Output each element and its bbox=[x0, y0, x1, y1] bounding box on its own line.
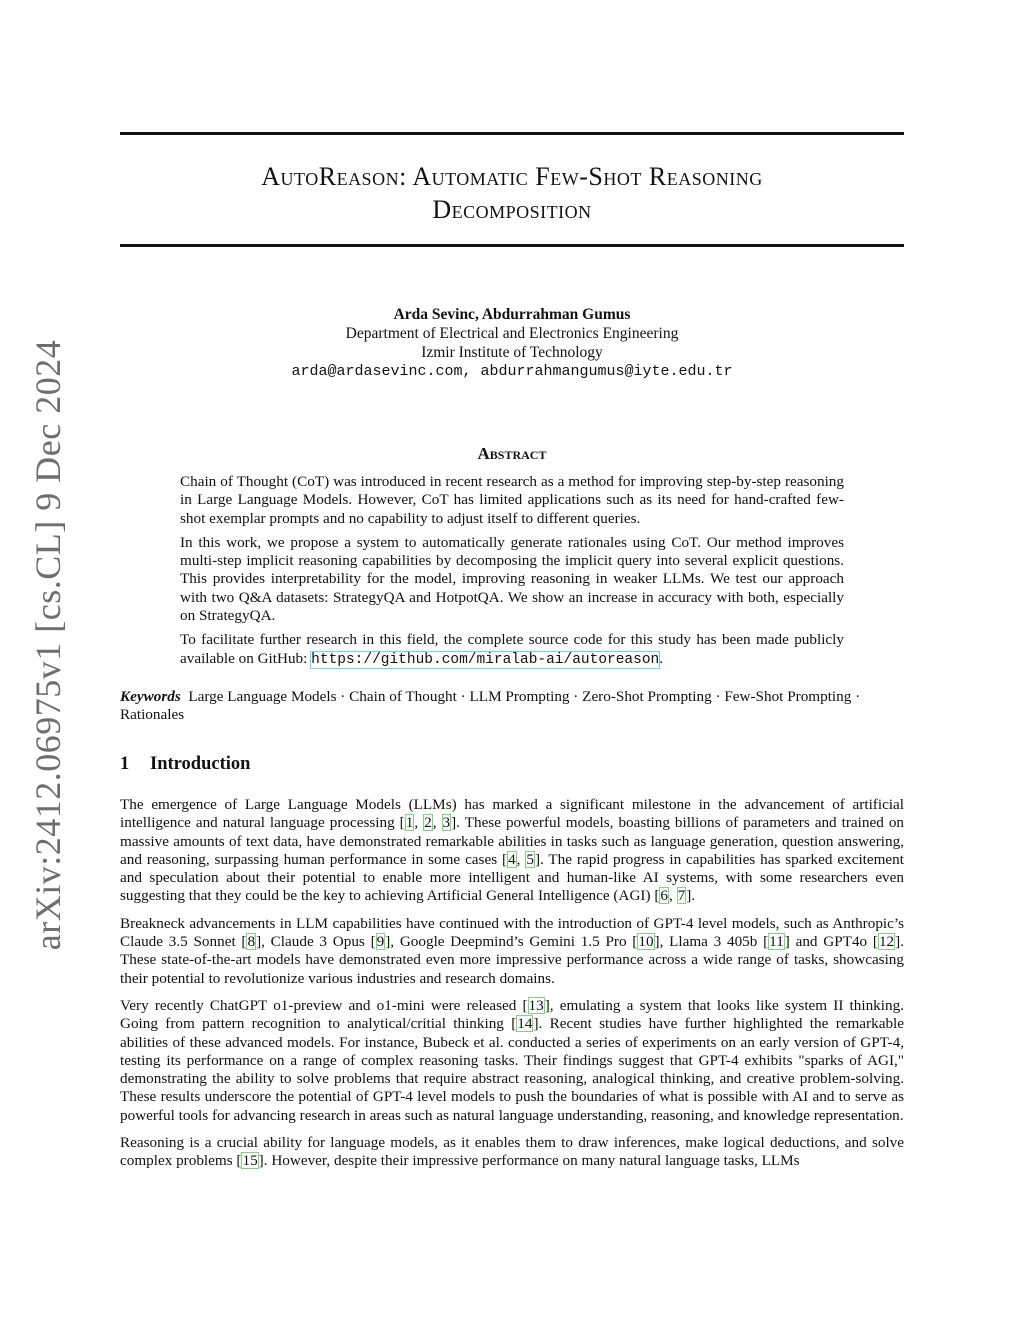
citation-link[interactable]: 7 bbox=[677, 887, 686, 905]
citation-link[interactable]: 12 bbox=[878, 933, 895, 951]
keywords-text: Large Language Models · Chain of Thought · LLM Prompting · Zero-Shot Prompting · Few-Shot Prompting · Rationales bbox=[120, 688, 861, 724]
github-link[interactable]: https://github.com/miralab-ai/autoreason bbox=[311, 651, 660, 668]
keywords-label: Keywords bbox=[120, 688, 181, 705]
paragraph-text: , bbox=[432, 814, 442, 832]
paragraph-text: ]. However, despite their impressive performance on many natural language tasks, LLMs bbox=[258, 1152, 800, 1170]
abstract-paragraph-3 bbox=[180, 631, 844, 669]
citation-link[interactable]: 15 bbox=[242, 1152, 258, 1170]
paragraph-text: ]. Recent studies have further highlighted the remarkable abilities of these advanced models. For instance, Bubeck et al. conducted a series of experiments on an early version of GPT-4, testing its performance on a range of complex reasoning tasks. Their findings suggest that GPT-4 exhibits "sparks of AGI," demonstrating the ability to solve problems that require abstract reasoning, analogical thinking, and creative problem-solving. These results underscore the potential of GPT-4 level models to push the boundaries of what is possible with AI and to serve as powerful tools for advancing research in areas such as natural language understanding, reasoning, and knowledge representation. bbox=[120, 1015, 904, 1124]
abstract-paragraph-2: In this work, we propose a system to automatically generate rationales using CoT. Our method improves multi-step implicit reasoning capabilities by decomposing the implicit query into several explicit questions. This provides interpretability for the model, improving reasoning in weaker LLMs. We test our approach with two Q&A datasets: StrategyQA and HotpotQA. We show an increase in accuracy with both, especially on StrategyQA. bbox=[180, 533, 844, 625]
author-block bbox=[120, 305, 904, 381]
author-names: Arda Sevinc, Abdurrahman Gumus bbox=[393, 306, 631, 323]
paragraph-text: ], Claude 3 Opus [ bbox=[256, 933, 376, 951]
paragraph-text: ] and GPT4o [ bbox=[784, 933, 878, 951]
keywords-block bbox=[120, 688, 904, 725]
citation-link[interactable]: 10 bbox=[638, 933, 654, 951]
paragraph-text: ], emulating a system that looks like system II thinking. Going from pattern recognition to analytical/critial thinking [ bbox=[120, 996, 904, 1033]
citation-link[interactable]: 4 bbox=[508, 850, 516, 868]
paragraph-text: The emergence of Large Language Models (LLMs) has marked a significant milestone in the advancement of artificial intelligence and natural language processing [ bbox=[120, 796, 904, 832]
section-number: 1 bbox=[120, 754, 130, 774]
paragraph-text: Breakneck advancements in LLM capabilities have continued with the introduction of GPT-4 level models, such as Anthropic’s Claude 3.5 Sonnet [ bbox=[120, 914, 904, 951]
citation-link[interactable]: 1 bbox=[405, 814, 414, 832]
author-department: Department of Electrical and Electronics Engineering bbox=[345, 325, 679, 342]
citation-link[interactable]: 13 bbox=[528, 996, 544, 1014]
abstract-paragraph-1: Chain of Thought (CoT) was introduced in recent research as a method for improving step-by-step reasoning in Large Language Models. However, CoT has limited applications such as its need for hand-crafted few-shot exemplar prompts and no capability to adjust itself to different queries. bbox=[180, 473, 844, 527]
abstract-link-end: . bbox=[659, 649, 664, 667]
intro-paragraph-1 bbox=[120, 796, 904, 906]
author-emails[interactable]: arda@ardasevinc.com, abdurrahmangumus@iyte.edu.tr bbox=[291, 363, 733, 380]
paragraph-text: Reasoning is a crucial ability for language models, as it enables them to draw inferences, make logical deductions, and solve complex problems [ bbox=[120, 1134, 904, 1170]
section-heading bbox=[120, 754, 904, 775]
citation-link[interactable]: 3 bbox=[442, 814, 451, 832]
paragraph-text: ], Google Deepmind’s Gemini 1.5 Pro [ bbox=[385, 933, 638, 951]
citation-link[interactable]: 14 bbox=[517, 1015, 533, 1033]
abstract-body bbox=[180, 473, 844, 675]
title-top-rule bbox=[120, 132, 904, 135]
paragraph-text: ]. These state-of-the-art models have demonstrated even more impressive performance across a wide range of tasks, showcasing their potential to revolutionize various industries and research domains. bbox=[120, 933, 904, 987]
introduction-body bbox=[120, 796, 904, 1180]
title-line-1: AutoReason: Automatic Few-Shot Reasoning bbox=[261, 162, 763, 191]
arxiv-identifier-stamp: arXiv:2412.06975v1 [cs.CL] 9 Dec 2024 bbox=[28, 339, 68, 951]
abstract-paragraph-3-text: To facilitate further research in this field, the complete source code for this study has been made publicly available on GitHub: bbox=[180, 631, 844, 667]
paragraph-text: , bbox=[414, 814, 424, 832]
citation-link[interactable]: 6 bbox=[660, 887, 668, 905]
paragraph-text: , bbox=[669, 887, 677, 905]
paragraph-text: ]. bbox=[686, 887, 696, 905]
paper-title bbox=[120, 160, 904, 226]
intro-paragraph-2 bbox=[120, 915, 904, 988]
paragraph-text: ], Llama 3 405b [ bbox=[654, 933, 769, 951]
paragraph-text: , bbox=[516, 850, 526, 868]
author-institute: Izmir Institute of Technology bbox=[421, 344, 603, 361]
abstract-heading: Abstract bbox=[477, 444, 547, 463]
section-title: Introduction bbox=[150, 754, 251, 774]
citation-link[interactable]: 9 bbox=[376, 933, 385, 951]
intro-paragraph-3 bbox=[120, 997, 904, 1125]
citation-link[interactable]: 5 bbox=[526, 850, 534, 868]
citation-link[interactable]: 11 bbox=[769, 933, 784, 951]
paragraph-text: Very recently ChatGPT o1-preview and o1-mini were released [ bbox=[120, 996, 528, 1014]
citation-link[interactable]: 8 bbox=[247, 933, 256, 951]
title-line-2: Decomposition bbox=[432, 195, 592, 224]
paragraph-text: ]. The rapid progress in capabilities has sparked excitement and speculation about their potential to enable more intelligent and human-like AI systems, with some researchers even suggesting that they could be the key to achieving Artificial General Intelligence (AGI) [ bbox=[120, 850, 904, 905]
title-bottom-rule bbox=[120, 244, 904, 247]
intro-paragraph-4 bbox=[120, 1134, 904, 1171]
citation-link[interactable]: 2 bbox=[424, 814, 432, 832]
paragraph-text: ]. These powerful models, boasting billions of parameters and trained on massive amounts of text data, have demonstrated remarkable abilities in tasks such as language generation, question answering, and reasoning, surpassing human performance in some cases [ bbox=[120, 814, 904, 868]
